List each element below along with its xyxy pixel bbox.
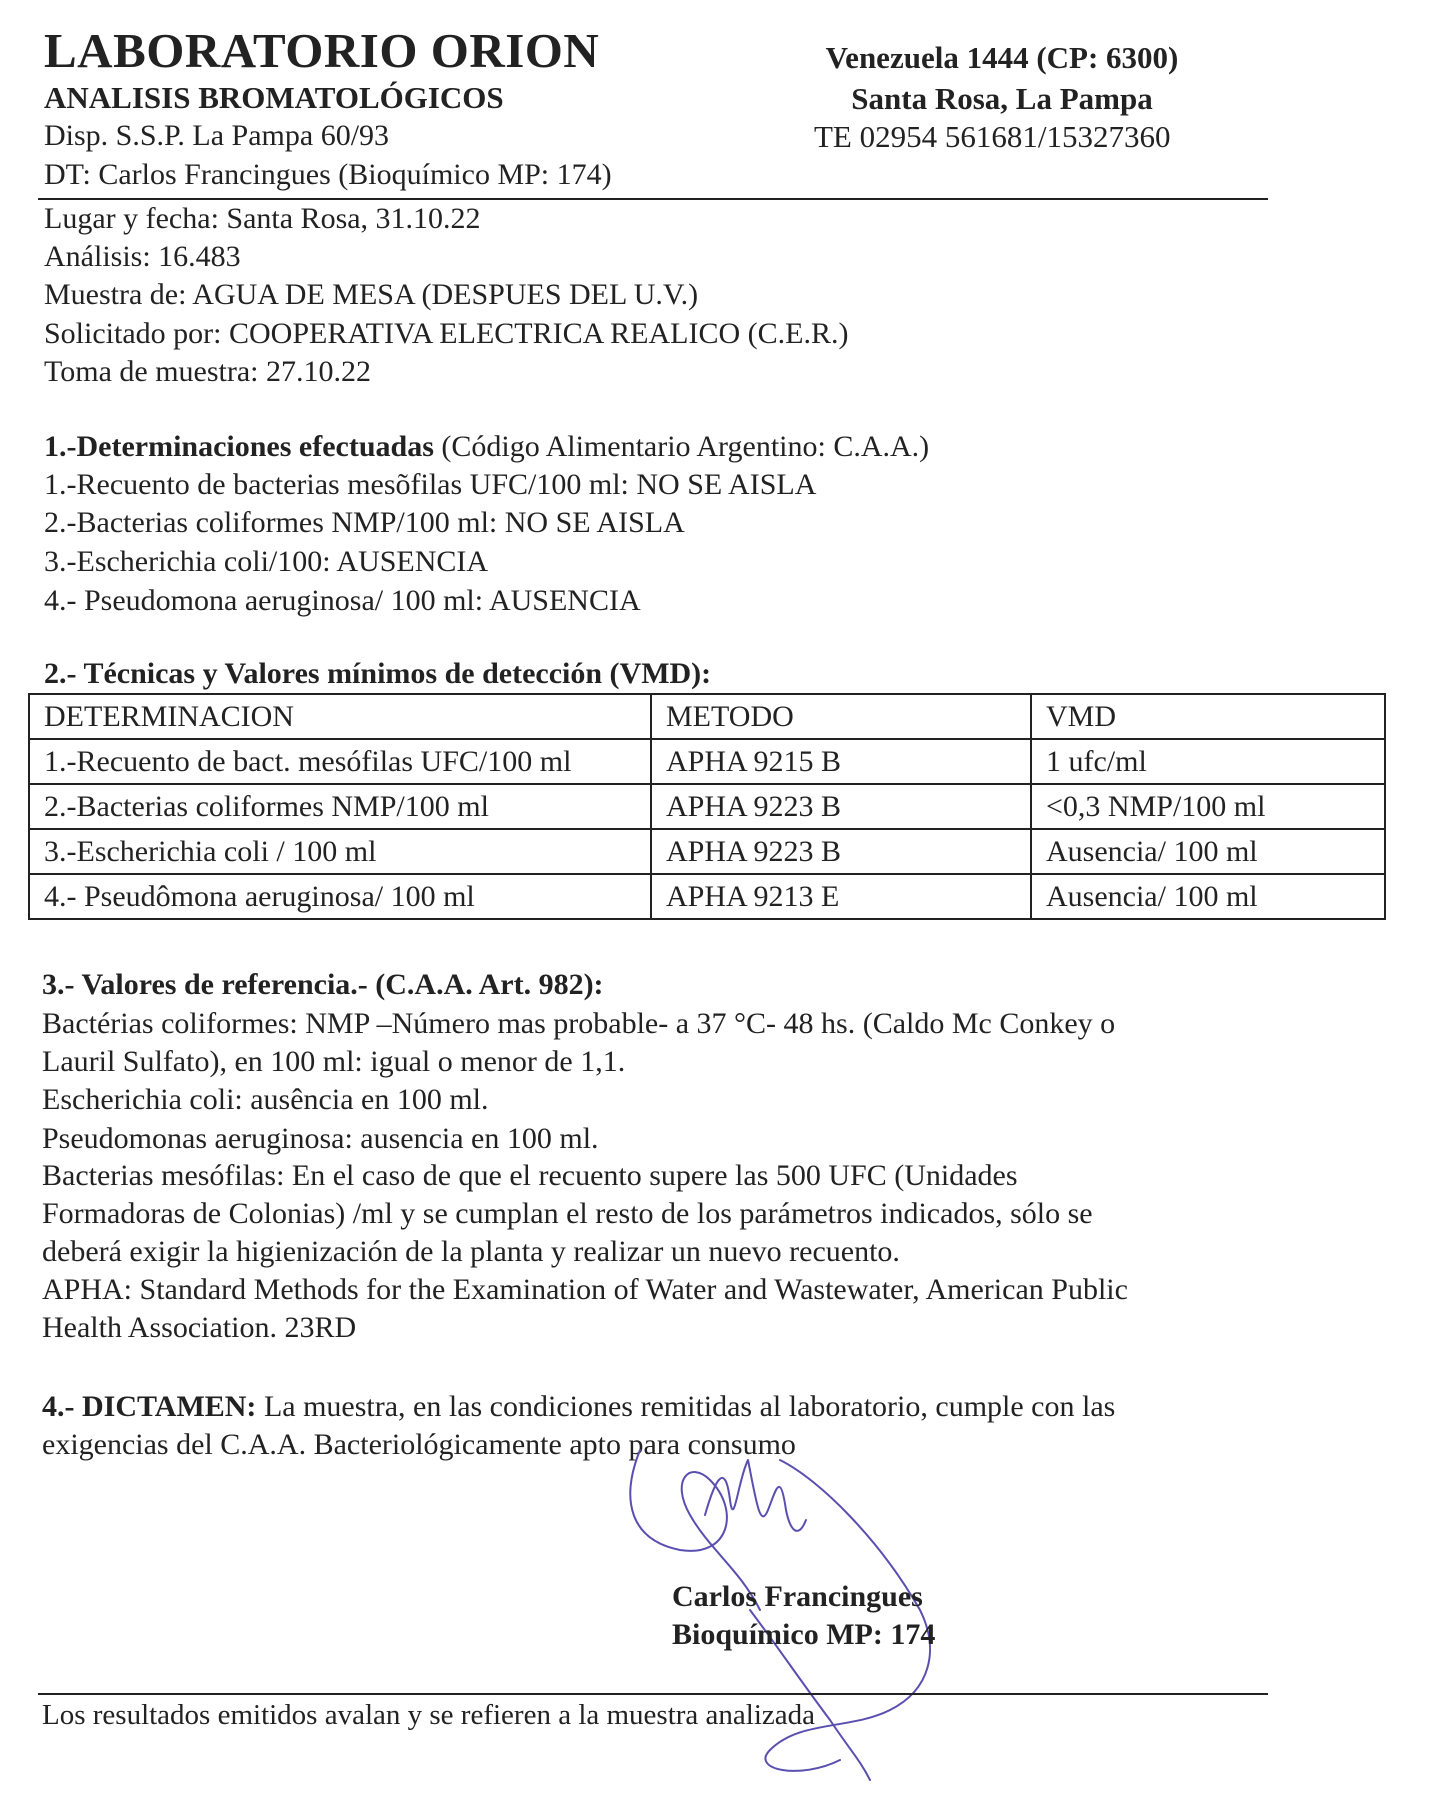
cell-metodo: APHA 9215 B (651, 739, 1031, 784)
table-row (29, 739, 1385, 784)
lugar-fecha: Lugar y fecha: Santa Rosa, 31.10.22 (44, 202, 481, 235)
reference-line: Pseudomonas aeruginosa: ausencia en 100 ml. (42, 1122, 599, 1155)
section1-heading (44, 430, 929, 464)
toma-muestra: Toma de muestra: 27.10.22 (44, 355, 371, 388)
signer-name: Carlos Francingues (672, 1580, 923, 1613)
header-metodo: METODO (651, 694, 1031, 739)
header-determinacion: DETERMINACION (29, 694, 651, 739)
dictamen-title: 4.- DICTAMEN: (42, 1390, 257, 1423)
cell-determinacion: 1.-Recuento de bact. mesófilas UFC/100 ml (29, 739, 651, 784)
cell-vmd: 1 ufc/ml (1031, 739, 1385, 784)
signer-title: Bioquímico MP: 174 (672, 1618, 936, 1651)
dictamen-text: La muestra, en las condiciones remitidas al laboratorio, cumple con las (256, 1390, 1116, 1423)
footer-note: Los resultados emitidos avalan y se refieren a la muestra analizada (42, 1699, 816, 1731)
determinacion-item: 3.-Escherichia coli/100: AUSENCIA (44, 545, 489, 578)
cell-determinacion: 4.- Pseudômona aeruginosa/ 100 ml (29, 874, 651, 919)
solicitado-por: Solicitado por: COOPERATIVA ELECTRICA REALICO (C.E.R.) (44, 317, 849, 350)
analisis-number: Análisis: 16.483 (44, 240, 241, 273)
header-divider (38, 198, 1268, 200)
disp-line: Disp. S.S.P. La Pampa 60/93 (44, 119, 390, 152)
reference-line: Bacterias mesófilas: En el caso de que el recuento supere las 500 UFC (Unidades (42, 1159, 1018, 1192)
cell-vmd: Ausencia/ 100 ml (1031, 829, 1385, 874)
cell-metodo: APHA 9223 B (651, 829, 1031, 874)
footer-divider (38, 1693, 1268, 1695)
header-vmd: VMD (1031, 694, 1385, 739)
lab-name: LABORATORIO ORION (44, 23, 600, 78)
dictamen-line-2: exigencias del C.A.A. Bacteriológicamente apto para consumo (42, 1428, 796, 1461)
table-header-row (29, 694, 1385, 739)
section2-title: 2.- Técnicas y Valores mínimos de detección (VMD): (44, 657, 712, 690)
reference-line: Lauril Sulfato), en 100 ml: igual o menor de 1,1. (42, 1045, 626, 1078)
phone-line: TE 02954 561681/15327360 (814, 119, 1171, 154)
cell-metodo: APHA 9213 E (651, 874, 1031, 919)
section3-title: 3.- Valores de referencia.- (C.A.A. Art. 982): (42, 968, 604, 1001)
reference-line: Bactérias coliformes: NMP –Número mas probable- a 37 °C- 48 hs. (Caldo Mc Conkey o (42, 1007, 1116, 1040)
section1-title-suffix: (Código Alimentario Argentino: C.A.A.) (433, 430, 930, 463)
muestra: Muestra de: AGUA DE MESA (DESPUES DEL U.V.) (44, 278, 699, 311)
cell-determinacion: 2.-Bacterias coliformes NMP/100 ml (29, 784, 651, 829)
cell-metodo: APHA 9223 B (651, 784, 1031, 829)
vmd-table (28, 693, 1386, 920)
dictamen-line-1 (42, 1390, 1115, 1424)
table-row (29, 874, 1385, 919)
reference-line: Formadoras de Colonias) /ml y se cumplan el resto de los parámetros indicados, sólo se (42, 1197, 1093, 1230)
reference-line: deberá exigir la higienización de la planta y realizar un nuevo recuento. (42, 1235, 900, 1268)
reference-line: Escherichia coli: ausência en 100 ml. (42, 1083, 489, 1116)
cell-vmd: Ausencia/ 100 ml (1031, 874, 1385, 919)
determinacion-item: 1.-Recuento de bacterias mesõfilas UFC/100 ml: NO SE AISLA (44, 468, 817, 501)
reference-line: APHA: Standard Methods for the Examination of Water and Wastewater, American Public (42, 1273, 1128, 1306)
determinacion-item: 2.-Bacterias coliformes NMP/100 ml: NO SE AISLA (44, 506, 685, 539)
cell-determinacion: 3.-Escherichia coli / 100 ml (29, 829, 651, 874)
address-line-2: Santa Rosa, La Pampa (851, 81, 1153, 116)
reference-line: Health Association. 23RD (42, 1311, 357, 1344)
cell-vmd: <0,3 NMP/100 ml (1031, 784, 1385, 829)
section1-title: 1.-Determinaciones efectuadas (44, 430, 434, 463)
table-row (29, 784, 1385, 829)
determinacion-item: 4.- Pseudomona aeruginosa/ 100 ml: AUSENCIA (44, 584, 641, 617)
lab-subtitle: ANALISIS BROMATOLÓGICOS (44, 80, 504, 115)
address-line-1: Venezuela 1444 (CP: 6300) (825, 40, 1179, 75)
table-row (29, 829, 1385, 874)
dt-line: DT: Carlos Francingues (Bioquímico MP: 174) (44, 158, 612, 191)
